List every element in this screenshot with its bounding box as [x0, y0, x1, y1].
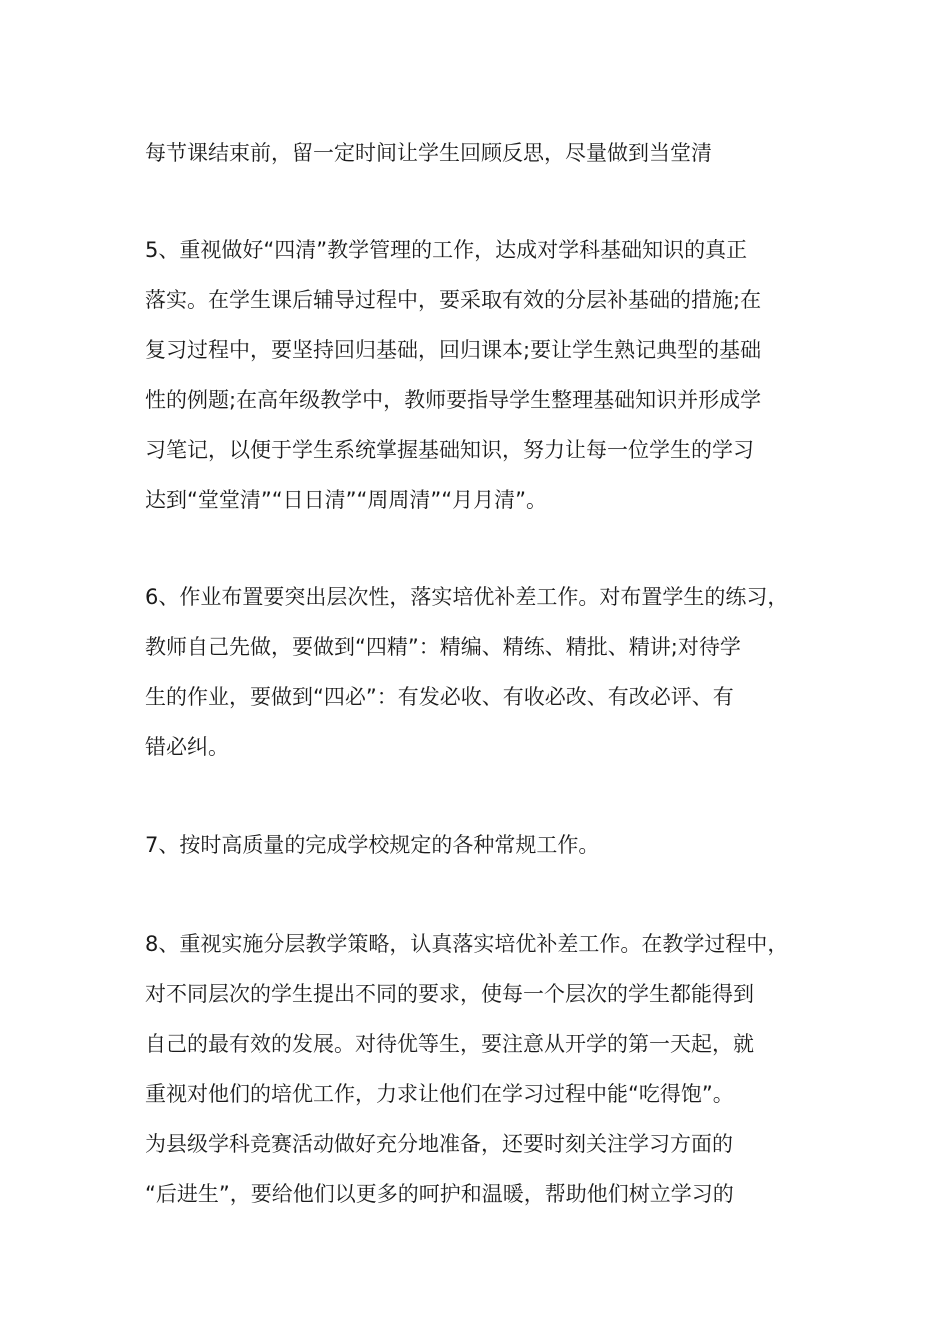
text-line: 达到“堂堂清”“日日清”“周周清”“月月清”。: [145, 488, 548, 512]
text-line: 教师自己先做，要做到“四精”：精编、精练、精批、精讲;对待学: [145, 635, 741, 659]
text-line: 7、按时高质量的完成学校规定的各种常规工作。: [145, 833, 600, 857]
text-line: 错必纠。: [145, 735, 229, 759]
text-line: “后进生”，要给他们以更多的呵护和温暖，帮助他们树立学习的: [145, 1182, 734, 1206]
text-line: 5、重视做好“四清”教学管理的工作，达成对学科基础知识的真正: [145, 238, 748, 262]
text-line: 生的作业，要做到“四必”：有发必收、有收必改、有改必评、有: [145, 685, 734, 709]
text-line: 自己的最有效的发展。对待优等生，要注意从开学的第一天起，就: [145, 1032, 754, 1056]
text-line: 8、重视实施分层教学策略，认真落实培优补差工作。在教学过程中，: [145, 932, 789, 956]
text-line: 性的例题;在高年级教学中，教师要指导学生整理基础知识并形成学: [145, 388, 762, 412]
text-line: 习笔记，以便于学生系统掌握基础知识，努力让每一位学生的学习: [145, 438, 754, 462]
text-line: 每节课结束前，留一定时间让学生回顾反思，尽量做到当堂清: [145, 141, 712, 165]
text-line: 对不同层次的学生提出不同的要求，使每一个层次的学生都能得到: [145, 982, 754, 1006]
text-line: 复习过程中，要坚持回归基础，回归课本;要让学生熟记典型的基础: [145, 338, 762, 362]
paragraph-item-5: [145, 225, 845, 525]
text-line: 落实。在学生课后辅导过程中，要采取有效的分层补基础的措施;在: [145, 288, 762, 312]
text-line: 为县级学科竞赛活动做好充分地准备，还要时刻关注学习方面的: [145, 1132, 733, 1156]
paragraph-continuation: [145, 128, 845, 178]
text-line: 6、作业布置要突出层次性，落实培优补差工作。对布置学生的练习，: [145, 585, 789, 609]
paragraph-item-7: [145, 820, 845, 870]
paragraph-item-6: [145, 572, 845, 772]
text-line: 重视对他们的培优工作，力求让他们在学习过程中能“吃得饱”。: [145, 1082, 734, 1106]
paragraph-item-8: [145, 919, 845, 1219]
